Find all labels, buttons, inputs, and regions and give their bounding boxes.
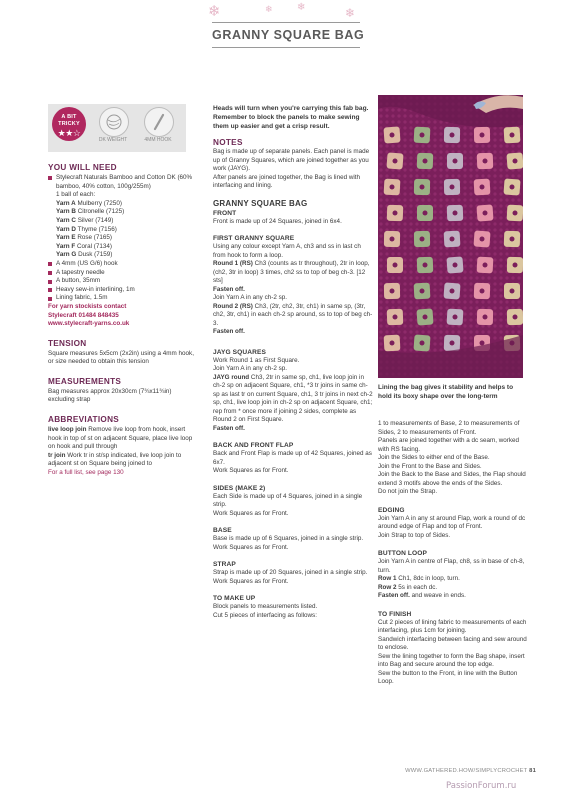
finish-text2: Sandwich interfacing between facing and sew around to enclose. <box>378 635 527 651</box>
strap-heading: STRAP <box>213 561 236 568</box>
round2: Round 2 (RS) Ch3, (2tr, ch2, 3tr, ch1) in same sp, (3tr, ch2, 3tr, ch1) in each ch-2 sp around, ss to top of beg ch-3. <box>213 302 373 327</box>
snowflake-icon: ❄ <box>297 2 306 13</box>
jayg-heading: JAYG SQUARES <box>213 348 266 356</box>
front-text: Front is made up of 24 Squares, joined in 6x4. <box>213 217 342 225</box>
yarn-ball-icon <box>99 107 129 137</box>
right-p6: Do not join the Strap. <box>378 488 438 495</box>
base-text: Base is made up of 6 Squares, joined in a single strip. <box>213 535 364 542</box>
measurements-heading: MEASUREMENTS <box>48 376 122 386</box>
right-p5: Join the Back to the Base and Sides, the Flap should extend 3 motifs above the ends of the Sides. <box>378 471 526 487</box>
difficulty-badge <box>52 107 86 141</box>
tension-heading: TENSION <box>48 338 87 348</box>
page-title: GRANNY SQUARE BAG <box>212 28 365 42</box>
sides-text: Each Side is made up of 4 Squares, joined in a single strip. <box>213 492 363 508</box>
yarn-line: Yarn A Mulberry (7250) <box>56 199 122 207</box>
page-number: 81 <box>529 768 536 774</box>
bag-photo <box>378 95 523 378</box>
middle-column <box>213 104 373 620</box>
jayg-text1: Work Round 1 as First Square. <box>213 356 300 364</box>
pattern-heading: GRANNY SQUARE BAG <box>213 198 308 208</box>
crochet-hook-icon <box>144 107 174 137</box>
fasten-weave: Fasten off. and weave in ends. <box>378 592 466 599</box>
flap-heading: BACK AND FRONT FLAP <box>213 442 294 449</box>
difficulty-line1: A BIT <box>61 114 77 120</box>
row2: Row 2 5s in each dc. <box>378 583 438 591</box>
strap-same: Work Squares as for Front. <box>213 577 289 585</box>
yarn-line: Yarn G Dusk (7159) <box>56 251 113 259</box>
snowflake-icon: ❄ <box>345 6 356 20</box>
photo-caption: Lining the bag gives it stability and helps to hold its boxy shape over the long-term <box>378 384 514 400</box>
yarn-intro: Stylecraft Naturals Bamboo and Cotton DK (60% bamboo, 40% cotton, 100g/255m) <box>56 174 193 190</box>
footer-url[interactable]: WWW.GATHERED.HOW/SIMPLYCROCHET <box>405 768 528 774</box>
edging-text2: Join Strap to top of Sides. <box>378 531 451 539</box>
snowflake-icon: ❄ <box>208 2 221 20</box>
finish-heading: TO FINISH <box>378 610 412 618</box>
tension-text: Square measures 5x5cm (2x2in) using a 4mm hook, or size needed to obtain this tension <box>48 349 194 366</box>
page-title-block <box>212 22 365 48</box>
page-footer <box>390 768 536 774</box>
intro-text: Heads will turn when you're carrying this fab bag. Remember to block the panels to make sewing them up easier and get a crisp result. <box>213 105 369 130</box>
notes-heading: NOTES <box>213 138 243 147</box>
list-item: A 4mm (US G/6) hook <box>48 260 198 269</box>
full-list-link[interactable]: For a full list, see page 130 <box>48 469 124 477</box>
snowflake-icon: ❄ <box>265 5 273 15</box>
abbr-live-loop: live loop join Remove live loop from hook, insert hook in top of st on adjacent Square, place live loop on hook and pull through <box>48 426 193 451</box>
you-will-need-heading: YOU WILL NEED <box>48 163 117 172</box>
jayg-text2: Join Yarn A in any ch-2 sp. <box>213 365 287 372</box>
stockists-url[interactable]: www.stylecraft-yarns.co.uk <box>48 320 130 328</box>
finish-text1: Cut 2 pieces of lining fabric to measurements of each interfacing, plus 1cm for joining. <box>378 618 527 634</box>
button-loop-heading: BUTTON LOOP <box>378 550 427 557</box>
measurements-text: Bag measures approx 20x30cm (7¾x11¾in) excluding strap <box>48 387 172 404</box>
notes-p2: After panels are joined together, the Bag is lined with interfacing and lining. <box>213 173 361 189</box>
row1: Row 1 Ch1, 8dc in loop, turn. <box>378 575 460 582</box>
info-badges <box>48 104 186 152</box>
base-heading: BASE <box>213 527 232 534</box>
list-item: Heavy sew-in interlining, 1m <box>48 286 198 295</box>
edging-text1: Join Yarn A in any st around Flap, work a round of dc around edge of Flap and top of Front. <box>378 514 526 530</box>
flap-same: Work Squares as for Front. <box>213 467 289 474</box>
base-same: Work Squares as for Front. <box>213 543 289 551</box>
finish-text3: Sew the lining together to form the Bag shape, insert into Bag and secure around the top edge. <box>378 652 525 668</box>
right-p1: 1 to measurements of Base, 2 to measurements of Sides, 2 to measurements of Front. <box>378 420 520 436</box>
flap-text: Back and Front Flap is made up of 42 Squares, joined as 6x7. <box>213 450 372 466</box>
sides-same: Work Squares as for Front. <box>213 509 289 517</box>
abbr-tr-join: tr join Work tr in st/sp indicated, live loop join to adjacent st on Square being joined to <box>48 451 182 468</box>
right-p2: Panels are joined together with a dc seam, worked with RS facing. <box>378 437 520 453</box>
difficulty-line2: TRICKY <box>58 121 80 127</box>
yarn-line: Yarn D Thyme (7156) <box>56 225 117 233</box>
right-p3: Join the Sides to either end of the Base. <box>378 454 490 461</box>
fasten-off: Fasten off. <box>213 328 245 335</box>
makeup-text1: Block panels to measurements listed. <box>213 603 318 610</box>
yarn-line: Yarn C Silver (7149) <box>56 216 114 224</box>
strap-text: Strap is made up of 20 Squares, joined in a single strip. <box>213 569 368 576</box>
weight-label: DK WEIGHT <box>98 137 128 143</box>
finish-text4: Sew the button to the Front, in line with the Button Loop. <box>378 669 518 685</box>
list-item: A button, 35mm <box>48 277 198 286</box>
notes-p1: Bag is made up of separate panels. Each panel is made up of Granny Squares, which are joined together as you work (JAYG). <box>213 148 370 172</box>
edging-heading: EDGING <box>378 506 405 514</box>
watermark: PassionForum.ru <box>446 781 517 791</box>
round1: Round 1 (RS) Ch3 (counts as tr throughout), 2tr in loop, (ch2, 3tr in loop) 3 times, ch2 ss to top of beg ch-3. [12 sts] <box>213 260 370 284</box>
join-yarn-a: Join Yarn A in any ch-2 sp. <box>213 294 287 301</box>
front-heading: FRONT <box>213 209 237 217</box>
fasten-off: Fasten off. <box>213 285 245 293</box>
jayg-round: JAYG round Ch3, 2tr in same sp, ch1, live loop join in ch-2 sp on adjacent Square, ch1, *3 tr joins in same ch-sp as last tr on current Square, ch1, 3 tr joins in next ch-2 sp, ch1, live loop join in ch-2 sp on adjacent Square, ch1; rep from * once more if joining 2 sides, complete as Round 2 on First Square. <box>213 373 373 423</box>
makeup-heading: TO MAKE UP <box>213 595 256 602</box>
yarn-line: Yarn B Citronelle (7125) <box>56 208 125 216</box>
stockists-line: For yarn stockists contact <box>48 302 127 310</box>
first-square-heading: FIRST GRANNY SQUARE <box>213 235 295 242</box>
left-column <box>48 104 198 478</box>
list-item: Lining fabric, 1.5m <box>48 294 198 303</box>
makeup-text2: Cut 5 pieces of interfacing as follows: <box>213 611 317 619</box>
list-item: A tapestry needle <box>48 269 198 278</box>
yarn-line: Yarn E Rose (7165) <box>56 234 113 242</box>
hook-label: 4MM HOOK <box>144 137 172 143</box>
sides-heading: SIDES (MAKE 2) <box>213 484 266 492</box>
difficulty-stars: ★★☆ <box>57 128 81 138</box>
first-square-text: Using any colour except Yarn A, ch3 and ss in last ch from hook to form a loop. <box>213 243 361 259</box>
yarn-item <box>48 174 198 191</box>
stockists-phone: Stylecraft 01484 848435 <box>48 311 119 319</box>
ball-each: 1 ball of each: <box>56 191 96 199</box>
abbreviations-heading: ABBREVIATIONS <box>48 415 120 425</box>
button-loop-text: Join Yarn A in centre of Flap, ch8, ss in base of ch-8, turn. <box>378 558 525 574</box>
right-column <box>378 420 528 687</box>
fasten-off: Fasten off. <box>213 424 245 432</box>
yarn-line: Yarn F Coral (7134) <box>56 242 112 250</box>
right-p4: Join the Front to the Base and Sides. <box>378 462 482 470</box>
